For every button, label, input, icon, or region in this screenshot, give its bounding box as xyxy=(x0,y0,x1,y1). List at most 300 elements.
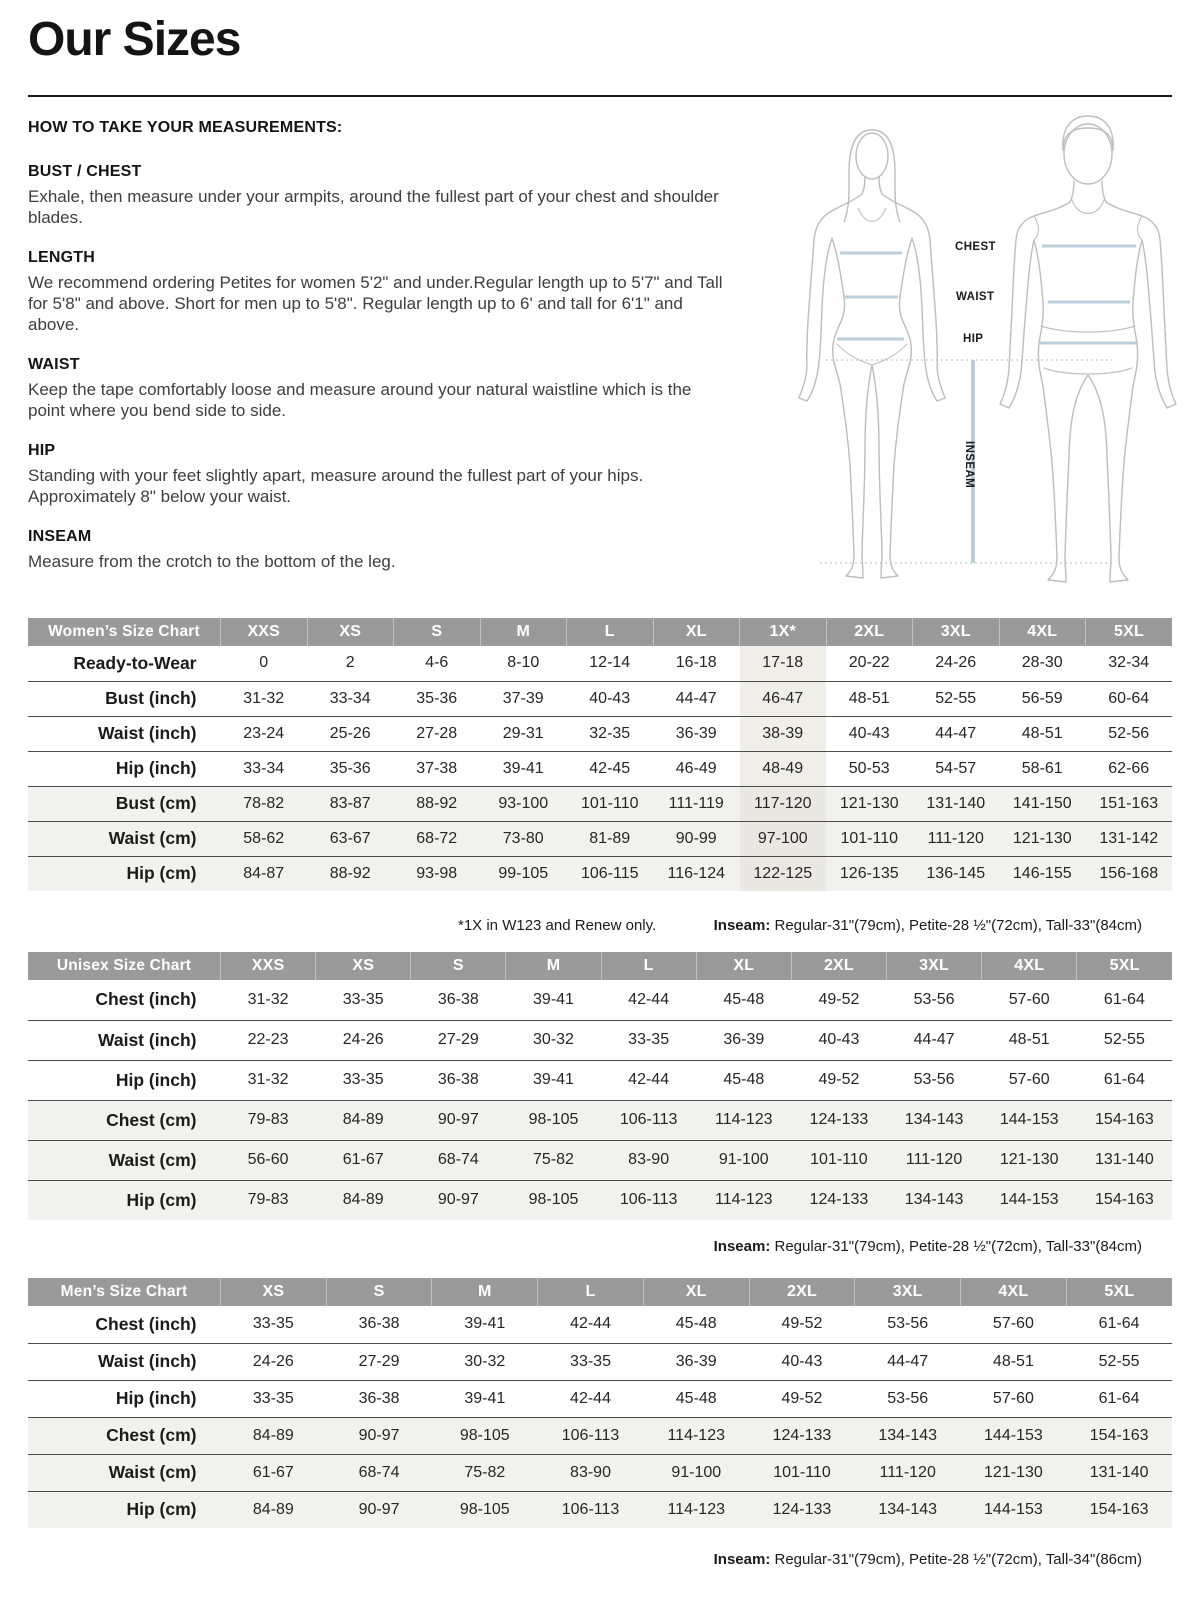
size-value-cell: 78-82 xyxy=(243,794,285,812)
unisex-table-notes xyxy=(28,1238,1172,1258)
size-value-cell: 31-32 xyxy=(247,1071,289,1088)
size-column-header: 5XL xyxy=(1086,618,1173,646)
size-value-cell: 131-140 xyxy=(1089,1463,1149,1481)
size-value-cell: 60-64 xyxy=(1108,689,1150,707)
size-column-header: XS xyxy=(221,1278,327,1306)
women-size-chart-table xyxy=(28,618,1172,891)
size-value-cell: 91-100 xyxy=(718,1151,769,1168)
size-value-cell: 106-113 xyxy=(619,1191,678,1209)
size-value-cell: 36-39 xyxy=(675,724,717,742)
size-value-cell: 111-120 xyxy=(879,1463,936,1481)
size-value-cell: 124-133 xyxy=(772,1500,832,1518)
table-row xyxy=(28,646,1172,681)
size-value-cell: 144-153 xyxy=(984,1500,1043,1518)
section-body: Keep the tape comfortably loose and measure around your natural waistline which is the point where you bend side to side. xyxy=(28,380,692,420)
size-value-cell: 56-60 xyxy=(247,1151,289,1168)
size-value-cell: 30-32 xyxy=(464,1352,506,1370)
size-value-cell: 32-34 xyxy=(1108,654,1150,672)
size-value-cell: 48-51 xyxy=(1021,724,1063,742)
row-label: Chest (cm) xyxy=(106,1109,197,1130)
size-value-cell: 16-18 xyxy=(675,654,717,672)
size-value-cell: 88-92 xyxy=(329,864,371,882)
size-value-cell: 46-49 xyxy=(675,759,717,777)
row-label: Hip (cm) xyxy=(126,1189,197,1210)
size-value-cell: 124-133 xyxy=(809,1191,869,1209)
size-value-cell: 24-26 xyxy=(252,1352,294,1370)
table-row xyxy=(28,1100,1172,1140)
size-value-cell: 42-44 xyxy=(570,1315,611,1333)
size-value-cell: 29-31 xyxy=(502,724,544,742)
size-value-cell: 12-14 xyxy=(589,654,631,672)
size-value-cell: 90-97 xyxy=(358,1426,400,1444)
size-value-cell: 48-51 xyxy=(1008,1031,1050,1048)
size-column-header: XS xyxy=(316,952,411,980)
row-label: Hip (inch) xyxy=(115,1388,197,1408)
size-value-cell: 31-32 xyxy=(247,990,289,1008)
size-value-cell: 42-44 xyxy=(570,1389,611,1407)
women-1x-footnote: *1X in W123 and Renew only. xyxy=(458,917,657,934)
size-value-cell: 22-23 xyxy=(247,1031,289,1048)
row-label: Hip (cm) xyxy=(126,863,197,884)
size-value-cell: 27-29 xyxy=(437,1031,479,1048)
table-row xyxy=(28,980,1172,1020)
size-value-cell: 88-92 xyxy=(416,794,458,812)
size-value-cell: 44-47 xyxy=(935,724,977,742)
size-value-cell: 90-99 xyxy=(675,829,717,847)
size-column-header: 3XL xyxy=(913,618,1000,646)
size-value-cell: 121-130 xyxy=(1012,829,1072,847)
table-row xyxy=(28,1060,1172,1100)
size-value-cell: 124-133 xyxy=(772,1426,832,1444)
size-value-cell: 48-51 xyxy=(992,1352,1034,1370)
row-label: Chest (inch) xyxy=(95,1313,197,1334)
inseam-note-text: Regular-31"(79cm), Petite-28 ½"(72cm), Tall-33"(84cm) xyxy=(770,1238,1142,1255)
size-column-header: L xyxy=(538,1278,644,1306)
size-value-cell: 8-10 xyxy=(507,654,540,672)
size-value-cell: 33-35 xyxy=(628,1031,670,1048)
size-value-cell: 62-66 xyxy=(1108,759,1150,777)
waist-label: WAIST xyxy=(956,291,995,303)
inseam-note-label: Inseam: xyxy=(713,1551,771,1568)
table-header-row xyxy=(28,618,1172,646)
women-size-chart-section xyxy=(28,618,1172,891)
size-value-cell: 91-100 xyxy=(671,1463,722,1481)
size-value-cell: 114-123 xyxy=(715,1191,773,1209)
size-value-cell: 2 xyxy=(345,654,355,672)
row-label: Hip (inch) xyxy=(115,1069,197,1090)
size-value-cell: 83-90 xyxy=(628,1151,670,1168)
size-value-cell: 106-113 xyxy=(561,1500,620,1518)
size-value-cell: 84-89 xyxy=(342,1111,384,1128)
size-value-cell: 35-36 xyxy=(416,689,458,707)
size-value-cell: 154-163 xyxy=(1089,1500,1149,1518)
body-figures-illustration xyxy=(780,110,1180,592)
size-value-cell: 36-39 xyxy=(675,1352,717,1370)
hip-label: HIP xyxy=(963,333,984,345)
size-value-cell: 36-39 xyxy=(723,1031,765,1048)
men-table-notes xyxy=(28,1551,1172,1571)
inseam-note-text: Regular-31"(79cm), Petite-28 ½"(72cm), Tall-34"(86cm) xyxy=(770,1551,1142,1568)
size-value-cell: 0 xyxy=(259,654,269,672)
size-value-cell: 84-87 xyxy=(243,864,285,882)
size-value-cell: 111-120 xyxy=(905,1151,963,1168)
size-value-cell: 90-97 xyxy=(358,1500,400,1518)
size-value-cell: 101-110 xyxy=(580,794,639,812)
size-column-header: S xyxy=(394,618,481,646)
size-column-header: 2XL xyxy=(749,1278,855,1306)
row-label: Bust (cm) xyxy=(115,793,197,813)
size-value-cell: 39-41 xyxy=(464,1315,506,1333)
section-title: INSEAM xyxy=(28,528,92,545)
size-value-cell: 52-55 xyxy=(1098,1352,1140,1370)
size-column-header: S xyxy=(326,1278,432,1306)
size-value-cell: 61-67 xyxy=(252,1463,294,1481)
table-row xyxy=(28,1380,1172,1417)
size-value-cell: 73-80 xyxy=(502,829,544,847)
inseam-note-text: Regular-31"(79cm), Petite-28 ½"(72cm), Tall-33"(84cm) xyxy=(770,917,1142,934)
size-value-cell: 27-29 xyxy=(358,1352,400,1370)
size-value-cell: 131-142 xyxy=(1099,829,1159,847)
size-column-header: 3XL xyxy=(886,952,981,980)
size-value-cell: 44-47 xyxy=(887,1352,929,1370)
size-value-cell: 151-163 xyxy=(1099,794,1159,812)
size-value-cell: 39-41 xyxy=(502,759,544,777)
size-value-cell: 114-123 xyxy=(667,1500,725,1518)
table-row xyxy=(28,1417,1172,1454)
size-value-cell: 28-30 xyxy=(1021,654,1063,672)
size-value-cell: 33-35 xyxy=(342,990,384,1008)
size-value-cell: 75-82 xyxy=(533,1151,574,1168)
size-value-cell: 25-26 xyxy=(329,724,371,742)
section-body: Exhale, then measure under your armpits, around the fullest part of your chest and shoulder blades. xyxy=(28,187,719,227)
size-value-cell: 144-153 xyxy=(999,1111,1059,1128)
size-value-cell: 24-26 xyxy=(935,654,977,672)
size-value-cell: 27-28 xyxy=(416,724,458,742)
size-value-cell: 23-24 xyxy=(243,724,285,742)
size-column-header: XS xyxy=(307,618,394,646)
inseam-label: INSEAM xyxy=(963,441,975,489)
size-value-cell: 68-72 xyxy=(416,829,458,847)
size-value-cell: 45-48 xyxy=(675,1315,717,1333)
size-column-header: 4XL xyxy=(999,618,1086,646)
row-label: Waist (cm) xyxy=(108,1149,197,1170)
size-value-cell: 154-163 xyxy=(1095,1191,1154,1209)
size-value-cell: 134-143 xyxy=(904,1191,964,1209)
woman-figure-outline xyxy=(799,130,945,578)
size-value-cell: 53-56 xyxy=(887,1315,929,1333)
size-column-header: M xyxy=(480,618,567,646)
size-value-cell: 101-110 xyxy=(810,1151,868,1168)
size-value-cell: 98-105 xyxy=(528,1191,579,1209)
size-column-header: 2XL xyxy=(826,618,913,646)
size-value-cell: 36-38 xyxy=(358,1315,400,1333)
size-value-cell: 81-89 xyxy=(589,829,631,847)
size-value-cell: 49-52 xyxy=(781,1389,823,1407)
size-value-cell: 42-45 xyxy=(589,759,631,777)
size-value-cell: 68-74 xyxy=(358,1463,400,1481)
size-value-cell: 121-130 xyxy=(839,794,899,812)
size-value-cell: 61-64 xyxy=(1103,990,1145,1008)
size-value-cell: 61-64 xyxy=(1098,1389,1140,1407)
instruction-section-inseam xyxy=(28,528,728,572)
size-value-cell: 45-48 xyxy=(723,1071,765,1088)
table-title-cell: Unisex Size Chart xyxy=(28,952,221,980)
size-column-header: 1X* xyxy=(740,618,827,646)
size-value-cell: 37-39 xyxy=(502,689,544,707)
size-value-cell: 36-38 xyxy=(358,1389,400,1407)
table-row xyxy=(28,856,1172,891)
inseam-note-label: Inseam: xyxy=(713,1238,771,1255)
size-value-cell: 40-43 xyxy=(781,1352,823,1370)
title-divider xyxy=(28,95,1172,97)
size-value-cell: 79-83 xyxy=(247,1191,289,1209)
size-value-cell: 84-89 xyxy=(252,1426,294,1444)
size-value-cell: 30-32 xyxy=(533,1031,574,1048)
size-value-cell: 106-113 xyxy=(561,1426,620,1444)
size-value-cell: 20-22 xyxy=(848,654,890,672)
size-column-header: XL xyxy=(643,1278,749,1306)
size-value-cell: 33-35 xyxy=(252,1389,294,1407)
row-label: Chest (cm) xyxy=(106,1425,197,1445)
size-value-cell: 40-43 xyxy=(848,724,890,742)
size-value-cell: 57-60 xyxy=(1008,990,1050,1008)
size-value-cell: 33-35 xyxy=(342,1071,384,1088)
size-value-cell: 50-53 xyxy=(848,759,890,777)
size-value-cell: 63-67 xyxy=(329,829,371,847)
size-value-cell: 98-105 xyxy=(528,1111,579,1128)
size-value-cell: 68-74 xyxy=(437,1151,479,1168)
table-title-cell: Men’s Size Chart xyxy=(28,1278,221,1306)
size-value-cell: 53-56 xyxy=(887,1389,929,1407)
size-column-header: M xyxy=(432,1278,538,1306)
section-body: Standing with your feet slightly apart, measure around the fullest part of your hips. Approximately 8" below your waist. xyxy=(28,466,644,506)
women-table-notes xyxy=(28,917,1172,937)
table-row xyxy=(28,1491,1172,1528)
size-value-cell: 49-52 xyxy=(818,1071,860,1088)
size-value-cell: 136-145 xyxy=(926,864,986,882)
size-value-cell: 35-36 xyxy=(329,759,371,777)
size-value-cell: 101-110 xyxy=(773,1463,831,1481)
size-value-cell: 144-153 xyxy=(984,1426,1043,1444)
size-value-cell: 90-97 xyxy=(437,1191,479,1209)
women-inseam-note xyxy=(714,917,1142,934)
size-column-header: 4XL xyxy=(961,1278,1067,1306)
size-column-header: L xyxy=(601,952,696,980)
row-label: Waist (cm) xyxy=(108,1462,197,1482)
men-size-chart-section xyxy=(28,1278,1172,1528)
size-value-cell: 61-64 xyxy=(1098,1315,1140,1333)
size-value-cell: 61-64 xyxy=(1103,1071,1145,1088)
size-value-cell: 117-120 xyxy=(740,786,827,821)
size-value-cell: 38-39 xyxy=(740,716,827,751)
table-header-row xyxy=(28,952,1172,980)
size-value-cell: 42-44 xyxy=(628,1071,670,1088)
measurement-instructions xyxy=(28,119,728,593)
size-value-cell: 114-123 xyxy=(667,1426,725,1444)
section-title: BUST / CHEST xyxy=(28,163,142,180)
size-column-header: 5XL xyxy=(1066,1278,1172,1306)
size-column-header: 2XL xyxy=(791,952,886,980)
size-column-header: 4XL xyxy=(982,952,1077,980)
size-value-cell: 39-41 xyxy=(464,1389,506,1407)
section-body: Measure from the crotch to the bottom of the leg. xyxy=(28,552,396,571)
row-label: Waist (inch) xyxy=(97,1351,197,1371)
table-row xyxy=(28,1180,1172,1220)
size-value-cell: 36-38 xyxy=(437,990,479,1008)
size-value-cell: 144-153 xyxy=(999,1191,1059,1209)
size-value-cell: 49-52 xyxy=(818,990,860,1008)
table-row xyxy=(28,1020,1172,1060)
size-value-cell: 45-48 xyxy=(675,1389,717,1407)
size-value-cell: 97-100 xyxy=(740,821,827,856)
size-value-cell: 57-60 xyxy=(1008,1071,1050,1088)
size-value-cell: 33-34 xyxy=(243,759,285,777)
size-value-cell: 93-100 xyxy=(498,794,549,812)
size-value-cell: 61-67 xyxy=(342,1151,384,1168)
instructions-heading: HOW TO TAKE YOUR MEASUREMENTS: xyxy=(28,119,343,136)
size-value-cell: 84-89 xyxy=(252,1500,294,1518)
row-label: Waist (inch) xyxy=(97,723,197,743)
size-value-cell: 39-41 xyxy=(533,1071,574,1088)
size-value-cell: 40-43 xyxy=(589,689,631,707)
size-value-cell: 83-87 xyxy=(329,794,371,812)
size-column-header: XL xyxy=(696,952,791,980)
size-value-cell: 44-47 xyxy=(675,689,717,707)
size-column-header: XL xyxy=(653,618,740,646)
size-value-cell: 39-41 xyxy=(533,990,574,1008)
table-row xyxy=(28,751,1172,786)
instruction-section-hip xyxy=(28,442,728,507)
size-value-cell: 17-18 xyxy=(740,646,827,681)
size-value-cell: 31-32 xyxy=(243,689,285,707)
size-value-cell: 33-34 xyxy=(329,689,371,707)
unisex-inseam-note xyxy=(714,1238,1142,1255)
instruction-section-waist xyxy=(28,356,728,421)
size-value-cell: 114-123 xyxy=(715,1111,773,1128)
size-value-cell: 106-113 xyxy=(619,1111,678,1128)
size-value-cell: 56-59 xyxy=(1021,689,1063,707)
size-value-cell: 49-52 xyxy=(781,1315,823,1333)
size-value-cell: 122-125 xyxy=(740,856,827,891)
size-column-header: S xyxy=(411,952,506,980)
size-value-cell: 111-119 xyxy=(668,794,724,812)
men-size-chart-table xyxy=(28,1278,1172,1528)
size-value-cell: 116-124 xyxy=(667,864,726,882)
size-value-cell: 24-26 xyxy=(342,1031,384,1048)
size-value-cell: 98-105 xyxy=(459,1500,510,1518)
size-value-cell: 83-90 xyxy=(570,1463,611,1481)
table-row xyxy=(28,786,1172,821)
table-row xyxy=(28,1140,1172,1180)
size-value-cell: 52-56 xyxy=(1108,724,1150,742)
size-value-cell: 32-35 xyxy=(589,724,631,742)
table-row xyxy=(28,1306,1172,1343)
size-value-cell: 33-35 xyxy=(570,1352,611,1370)
size-value-cell: 93-98 xyxy=(416,864,458,882)
size-value-cell: 57-60 xyxy=(992,1315,1034,1333)
size-value-cell: 134-143 xyxy=(904,1111,964,1128)
size-value-cell: 52-55 xyxy=(935,689,977,707)
table-row xyxy=(28,681,1172,716)
size-value-cell: 58-62 xyxy=(243,829,285,847)
row-label: Chest (inch) xyxy=(95,989,197,1010)
size-value-cell: 79-83 xyxy=(247,1111,289,1128)
size-value-cell: 131-140 xyxy=(926,794,986,812)
size-value-cell: 126-135 xyxy=(839,864,899,882)
size-column-header: 3XL xyxy=(855,1278,961,1306)
size-value-cell: 48-49 xyxy=(740,751,827,786)
section-title: LENGTH xyxy=(28,249,95,266)
size-value-cell: 36-38 xyxy=(437,1071,479,1088)
table-row xyxy=(28,1343,1172,1380)
instruction-section-bust-chest xyxy=(28,163,728,228)
size-value-cell: 46-47 xyxy=(740,681,827,716)
size-value-cell: 146-155 xyxy=(1012,864,1072,882)
size-value-cell: 101-110 xyxy=(840,829,899,847)
men-inseam-note xyxy=(714,1551,1142,1568)
size-value-cell: 84-89 xyxy=(342,1191,384,1209)
size-column-header: 5XL xyxy=(1077,952,1172,980)
size-column-header: L xyxy=(567,618,654,646)
size-value-cell: 40-43 xyxy=(818,1031,860,1048)
chest-label: CHEST xyxy=(955,241,996,253)
size-column-header: M xyxy=(506,952,601,980)
size-value-cell: 98-105 xyxy=(459,1426,510,1444)
table-row xyxy=(28,716,1172,751)
size-value-cell: 106-115 xyxy=(580,864,639,882)
size-value-cell: 48-51 xyxy=(848,689,890,707)
size-value-cell: 141-150 xyxy=(1012,794,1072,812)
table-title-cell: Women’s Size Chart xyxy=(28,618,221,646)
size-value-cell: 37-38 xyxy=(416,759,458,777)
size-value-cell: 134-143 xyxy=(878,1500,938,1518)
size-value-cell: 33-35 xyxy=(252,1315,294,1333)
size-value-cell: 111-120 xyxy=(927,829,984,847)
section-title: HIP xyxy=(28,442,56,459)
size-value-cell: 154-163 xyxy=(1089,1426,1149,1444)
size-value-cell: 156-168 xyxy=(1099,864,1159,882)
row-label: Bust (inch) xyxy=(105,688,197,708)
section-body: We recommend ordering Petites for women 5'2" and under.Regular length up to 5'7" and Tall for 5'8" and above. Short for men up to 5'8". Regular length up to 6' and tall for 6'1" and above. xyxy=(28,273,723,334)
size-value-cell: 53-56 xyxy=(913,1071,955,1088)
unisex-size-chart-section xyxy=(28,952,1172,1220)
size-value-cell: 57-60 xyxy=(992,1389,1034,1407)
size-value-cell: 124-133 xyxy=(809,1111,869,1128)
size-value-cell: 54-57 xyxy=(935,759,977,777)
row-label: Hip (cm) xyxy=(126,1499,197,1520)
size-value-cell: 42-44 xyxy=(628,990,670,1008)
instruction-section-length xyxy=(28,249,728,335)
size-value-cell: 4-6 xyxy=(425,654,449,672)
size-value-cell: 90-97 xyxy=(437,1111,479,1128)
unisex-size-chart-table xyxy=(28,952,1172,1220)
size-column-header: XXS xyxy=(221,618,308,646)
size-value-cell: 121-130 xyxy=(999,1151,1059,1168)
size-column-header: XXS xyxy=(221,952,316,980)
measurement-diagram xyxy=(780,110,1180,592)
size-value-cell: 75-82 xyxy=(464,1463,506,1481)
size-value-cell: 134-143 xyxy=(878,1426,938,1444)
section-title: WAIST xyxy=(28,356,80,373)
table-row xyxy=(28,1454,1172,1491)
table-row xyxy=(28,821,1172,856)
size-value-cell: 45-48 xyxy=(723,990,765,1008)
size-value-cell: 44-47 xyxy=(913,1031,955,1048)
size-value-cell: 52-55 xyxy=(1103,1031,1145,1048)
size-value-cell: 121-130 xyxy=(984,1463,1043,1481)
size-value-cell: 53-56 xyxy=(913,990,955,1008)
size-value-cell: 131-140 xyxy=(1095,1151,1154,1168)
